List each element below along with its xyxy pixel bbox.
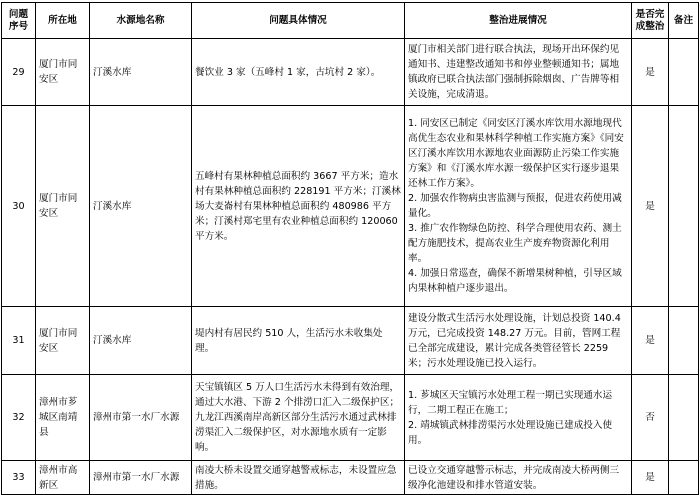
cell-remark — [669, 461, 699, 495]
cell-done: 是 — [632, 307, 669, 375]
cell-seq: 30 — [2, 106, 36, 307]
cell-progress: 厦门市相关部门进行联合执法，现场开出环保约见通知书、违建整改通知书和停业整顿通知书；属地镇政府已联合执法部门强制拆除烟囱、广告牌等相关设施，完成清退。 — [405, 39, 632, 106]
progress-item: 1. 芗城区天宝镇污水处理工程一期已实现通水运行，二期工程正在施工； — [408, 389, 613, 416]
cell-progress — [405, 106, 632, 307]
progress-item: 2. 加强农作物病虫害监测与预报，促进农药使用减量化。 — [408, 193, 622, 219]
header-location: 所在地 — [36, 3, 90, 39]
cell-remark — [669, 375, 699, 461]
cell-issue: 南凌大桥未设置交通穿越警戒标志，未设置应急措施。 — [192, 461, 405, 495]
cell-done: 是 — [632, 39, 669, 106]
cell-done: 否 — [632, 375, 669, 461]
progress-item: 4. 加强日常巡查，确保不新增果树种植，引导区域内果林种植户逐步退出。 — [408, 268, 622, 294]
cell-progress — [405, 375, 632, 461]
cell-issue: 堤内村有居民约 510 人，生活污水未收集处理。 — [192, 307, 405, 375]
cell-issue: 天宝镇镇区 5 万人口生活污水未得到有效治理，通过大水港、下游 2 个排涝口汇入二级保护区；九龙江西溪南岸高新区部分生活污水通过武林排涝渠汇入二级保护区，对水源地水质有一定影响。 — [192, 375, 405, 461]
progress-item: 3. 推广农作物绿色防控、科学合理使用农药、测土配方施肥技术，提高农业生产废弃物资源化利用率。 — [408, 223, 622, 264]
table-row — [2, 375, 699, 461]
cell-progress: 建设分散式生活污水处理设施，计划总投资 140.4 万元，已完成投资 148.27 万元。目前，管网工程已全部完成建设，累计完成各类管径管长 2259 米；污水处理设施已投入运行。 — [405, 307, 632, 375]
cell-location: 漳州市高新区 — [36, 461, 90, 495]
header-progress: 整治进展情况 — [405, 3, 632, 39]
cell-seq: 31 — [2, 307, 36, 375]
header-remark: 备注 — [669, 3, 699, 39]
cell-done: 是 — [632, 106, 669, 307]
cell-location: 厦门市同安区 — [36, 106, 90, 307]
cell-done: 是 — [632, 461, 669, 495]
cell-location: 厦门市同安区 — [36, 307, 90, 375]
cell-source-name: 汀溪水库 — [90, 39, 192, 106]
cell-remark — [669, 39, 699, 106]
cell-seq: 33 — [2, 461, 36, 495]
cell-progress: 已设立交通穿越警示标志，并完成南凌大桥两侧三级净化池建设和排水管道安装。 — [405, 461, 632, 495]
progress-item: 2. 靖城镇武林排涝渠污水处理设施已建成投入使用。 — [408, 419, 613, 446]
cell-remark — [669, 307, 699, 375]
header-row — [2, 3, 699, 39]
rectification-table — [1, 2, 699, 495]
header-done: 是否完成整治 — [632, 3, 669, 39]
table-row — [2, 39, 699, 106]
cell-issue: 五峰村有果林种植总面积约 3667 平方米；造水村有果林种植总面积约 228191 平方米；汀溪林场大麦崙村有果林种植总面积约 480986 平方米；汀溪村郑宅里有农业种植总面积约 120060 平方米。 — [192, 106, 405, 307]
table-row — [2, 106, 699, 307]
cell-location: 漳州市芗城区南靖县 — [36, 375, 90, 461]
cell-location: 厦门市同安区 — [36, 39, 90, 106]
cell-seq: 29 — [2, 39, 36, 106]
header-source-name: 水源地名称 — [90, 3, 192, 39]
table-row — [2, 307, 699, 375]
header-seq: 问题序号 — [2, 3, 36, 39]
table-row — [2, 461, 699, 495]
progress-item: 1. 同安区已制定《同安区汀溪水库饮用水源地现代高优生态农业和果林科学种植工作实施方案》《同安区汀溪水库饮用水源地农业面源防止污染工作实施方案》和《汀溪水库水源一级保护区实行逐步退果还林工作方案》。 — [408, 118, 624, 189]
cell-seq: 32 — [2, 375, 36, 461]
cell-source-name: 汀溪水库 — [90, 307, 192, 375]
cell-remark — [669, 106, 699, 307]
header-issue: 问题具体情况 — [192, 3, 405, 39]
cell-source-name: 漳州市第一水厂水源 — [90, 375, 192, 461]
cell-source-name: 汀溪水库 — [90, 106, 192, 307]
cell-source-name: 漳州市第一水厂水源 — [90, 461, 192, 495]
cell-issue: 餐饮业 3 家（五峰村 1 家，古坑村 2 家）。 — [192, 39, 405, 106]
